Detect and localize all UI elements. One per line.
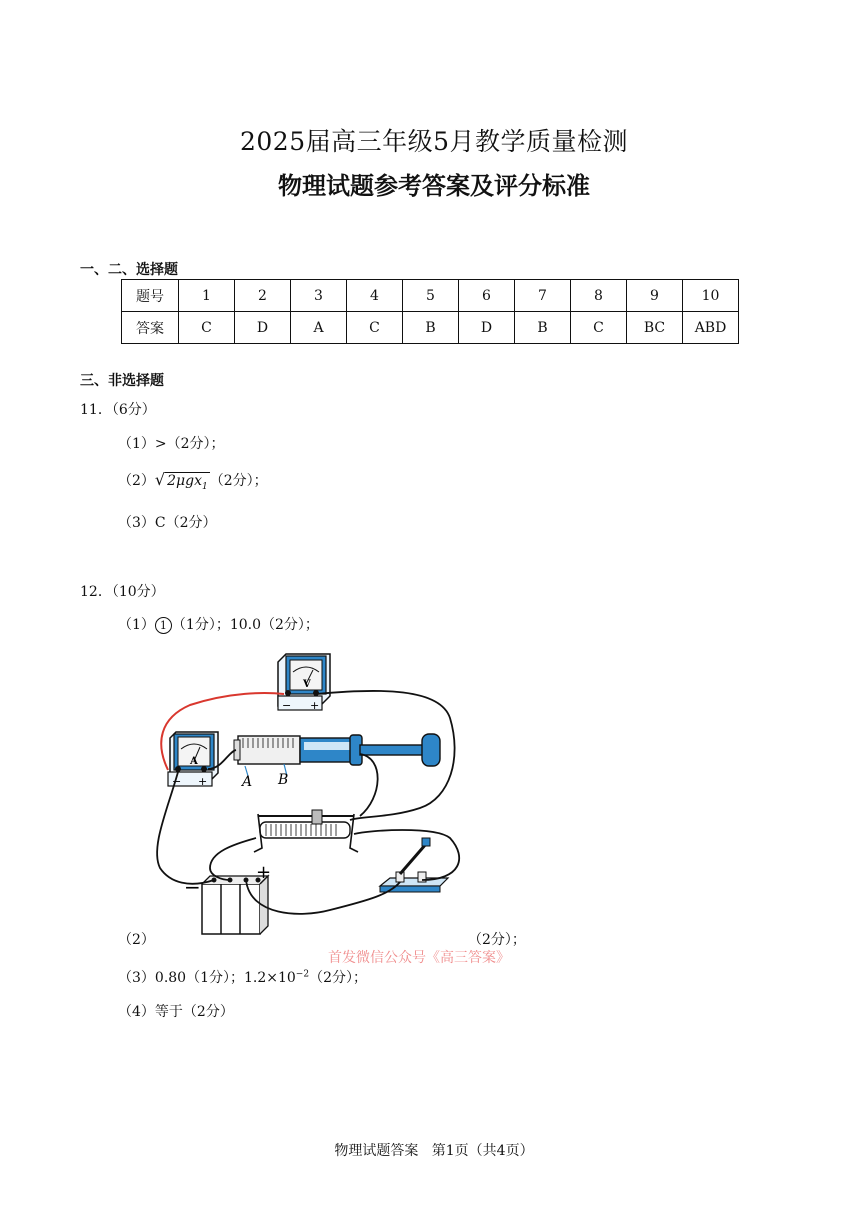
q11-part3: （3）C（2分）	[118, 515, 217, 531]
answer-cell: BC	[627, 312, 683, 344]
q11-part1: （1）>（2分）；	[118, 436, 225, 452]
rheostat	[254, 810, 358, 852]
q11-title: 11．（6分）	[80, 402, 156, 418]
question-number: 3	[291, 280, 347, 312]
q12-part4: （4）等于（2分）	[118, 1004, 234, 1020]
q11-part2-prefix: （2）	[118, 473, 155, 489]
q11-part2-suffix: （2分）；	[209, 473, 268, 489]
answer-cell: B	[403, 312, 459, 344]
battery-plus: +	[256, 862, 272, 883]
battery-minus: −	[184, 875, 201, 899]
watermark-text: 首发微信公众号《高三答案》	[328, 950, 510, 966]
question-number: 6	[459, 280, 515, 312]
voltmeter-plus: +	[310, 699, 320, 712]
page-footer: 物理试题答案 第1页（共4页）	[334, 1143, 534, 1159]
answer-cell: C	[347, 312, 403, 344]
document-subtitle: 物理试题参考答案及评分标准	[278, 172, 590, 200]
answer-cell: ABD	[683, 312, 739, 344]
question-number: 10	[683, 280, 739, 312]
answer-cell: C	[571, 312, 627, 344]
q12-part3-suffix: （2分）；	[309, 970, 367, 986]
answer-cell: D	[235, 312, 291, 344]
q12-title: 12．（10分）	[80, 584, 165, 600]
ammeter-minus: −	[172, 775, 182, 788]
sqrt-symbol: √	[154, 470, 166, 489]
row-label: 答案	[122, 312, 179, 344]
knife-switch	[380, 838, 448, 892]
point-b-label: B	[278, 772, 289, 788]
q11-part2	[118, 470, 268, 492]
resistance-wire-apparatus	[234, 734, 440, 790]
battery-pack	[184, 862, 271, 934]
formula-subscript: 1	[202, 481, 208, 492]
question-number: 4	[347, 280, 403, 312]
q12-part1	[118, 614, 319, 634]
q12-part1-suffix: （1分）；10.0（2分）；	[171, 617, 319, 633]
question-number: 1	[179, 280, 235, 312]
ammeter-plus: +	[198, 775, 208, 788]
formula-text: 2μgx	[167, 473, 202, 489]
row-label: 题号	[122, 280, 179, 312]
q12-part1-prefix: （1）	[118, 617, 155, 633]
voltmeter	[278, 654, 330, 712]
table-row	[122, 312, 739, 344]
question-number: 8	[571, 280, 627, 312]
answer-cell: A	[291, 312, 347, 344]
section-heading-nonchoice: 三、非选择题	[80, 373, 164, 389]
question-number: 5	[403, 280, 459, 312]
exponent: −2	[295, 969, 310, 980]
q12-part2-prefix: （2）	[118, 932, 155, 948]
answer-table	[121, 279, 739, 344]
section-heading-choice: 一、二、选择题	[80, 262, 178, 278]
q12-part3-text: （3）0.80（1分）；1.2×10	[118, 970, 296, 986]
circled-number: 1	[155, 617, 172, 634]
voltmeter-label: V	[303, 679, 311, 690]
q11-formula	[165, 472, 210, 492]
voltmeter-minus: −	[282, 699, 292, 712]
answer-cell: B	[515, 312, 571, 344]
answer-cell: C	[179, 312, 235, 344]
table-row	[122, 280, 739, 312]
q12-part2-suffix: （2分）；	[468, 932, 526, 948]
point-a-label: A	[242, 774, 253, 790]
question-number: 7	[515, 280, 571, 312]
answer-cell: D	[459, 312, 515, 344]
circuit-diagram	[150, 648, 470, 943]
question-number: 2	[235, 280, 291, 312]
q12-part3	[118, 967, 367, 987]
document-title: 2025届高三年级5月教学质量检测	[239, 127, 629, 156]
ammeter-label: A	[190, 756, 198, 767]
question-number: 9	[627, 280, 683, 312]
